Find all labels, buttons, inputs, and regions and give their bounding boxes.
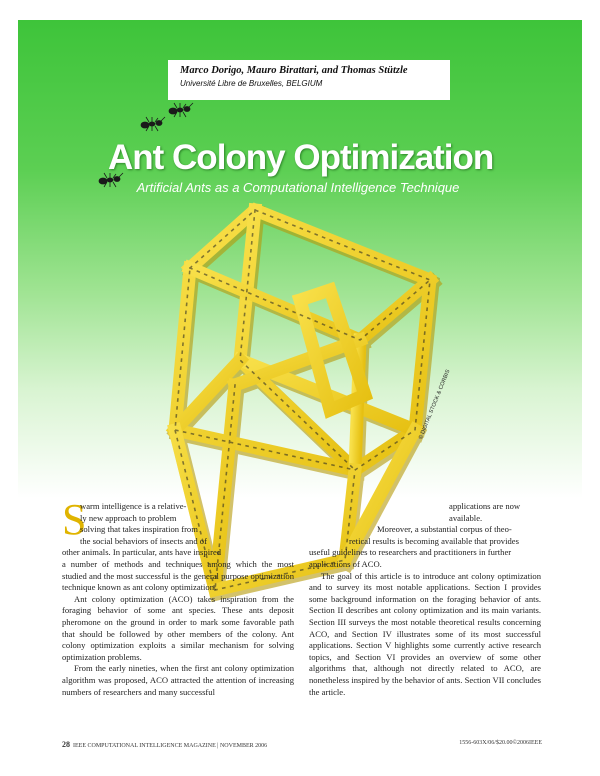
- text-line: solving that takes inspiration from: [80, 524, 198, 535]
- body-column-right: [309, 501, 541, 698]
- ant-icon: [168, 102, 194, 118]
- article-title: Ant Colony Optimization: [108, 138, 494, 177]
- issn-code: 1556-603X/06/$20.00©2006IEEE: [459, 740, 542, 746]
- text-line: applications are now available.: [449, 501, 521, 523]
- text-line: useful guidelines to researchers and practitioners in further: [309, 547, 512, 558]
- paragraph: a number of methods and techniques among which the most studied and the most successful is the general purpose optimization technique known as ant colony optimization.: [62, 558, 294, 593]
- authors: Marco Dorigo, Mauro Birattari, and Thomas Stützle: [180, 65, 408, 76]
- author-box: [168, 60, 450, 100]
- image-credit: © DIGITAL STOCK & CORBIS: [418, 368, 452, 441]
- ant-icon: [140, 116, 166, 132]
- affiliation: Université Libre de Bruxelles, BELGIUM: [180, 79, 323, 88]
- text-line: warm intelligence is a relative-: [80, 501, 187, 511]
- journal-name: IEEE COMPUTATIONAL INTELLIGENCE MAGAZINE | NOVEMBER 2006: [73, 743, 268, 749]
- article-subtitle: Artificial Ants as a Computational Intelligence Technique: [136, 180, 460, 195]
- text-line: retical results is becoming available that provides: [349, 535, 519, 546]
- body-column-left: [62, 495, 294, 698]
- paragraph: The goal of this article is to introduce ant colony optimization and to survey its most notable applications. Section I provides some background information on the foraging behavior of ants. Section II describes ant colony optimization and its main variants. Section III surveys the most notable theoretical results concerning ACO, and Section IV illustrates some of its most successful applications. Section V highlights some currently active research topics, and Section VI provides an overview of some other algorithms that, although not directly related to ACO, are nonetheless inspired by the behavior of ants. Section VII concludes the article.: [309, 570, 541, 697]
- text-line: Moreover, a substantial corpus of theo-: [377, 524, 512, 535]
- text-line: applications of ACO.: [309, 558, 382, 569]
- drop-cap: S: [62, 495, 87, 544]
- text-line: other animals. In particular, ants have inspired: [62, 547, 222, 558]
- paragraph: From the early nineties, when the first ant colony optimization algorithm was proposed, ACO attracted the attention of increasing numbers of researchers and many successful: [62, 663, 294, 697]
- text-line: ly new approach to problem: [80, 512, 177, 523]
- paragraph: Ant colony optimization (ACO) takes inspiration from the foraging behavior of some ant species. These ants deposit pheromone on the ground in order to mark some favorable path that should be followed by other members of the colony. Ant colony optimization exploits a similar mechanism for solving optimization problems.: [62, 593, 294, 662]
- text-line: the social behaviors of insects and of: [80, 535, 207, 546]
- page-number: 28: [62, 740, 70, 749]
